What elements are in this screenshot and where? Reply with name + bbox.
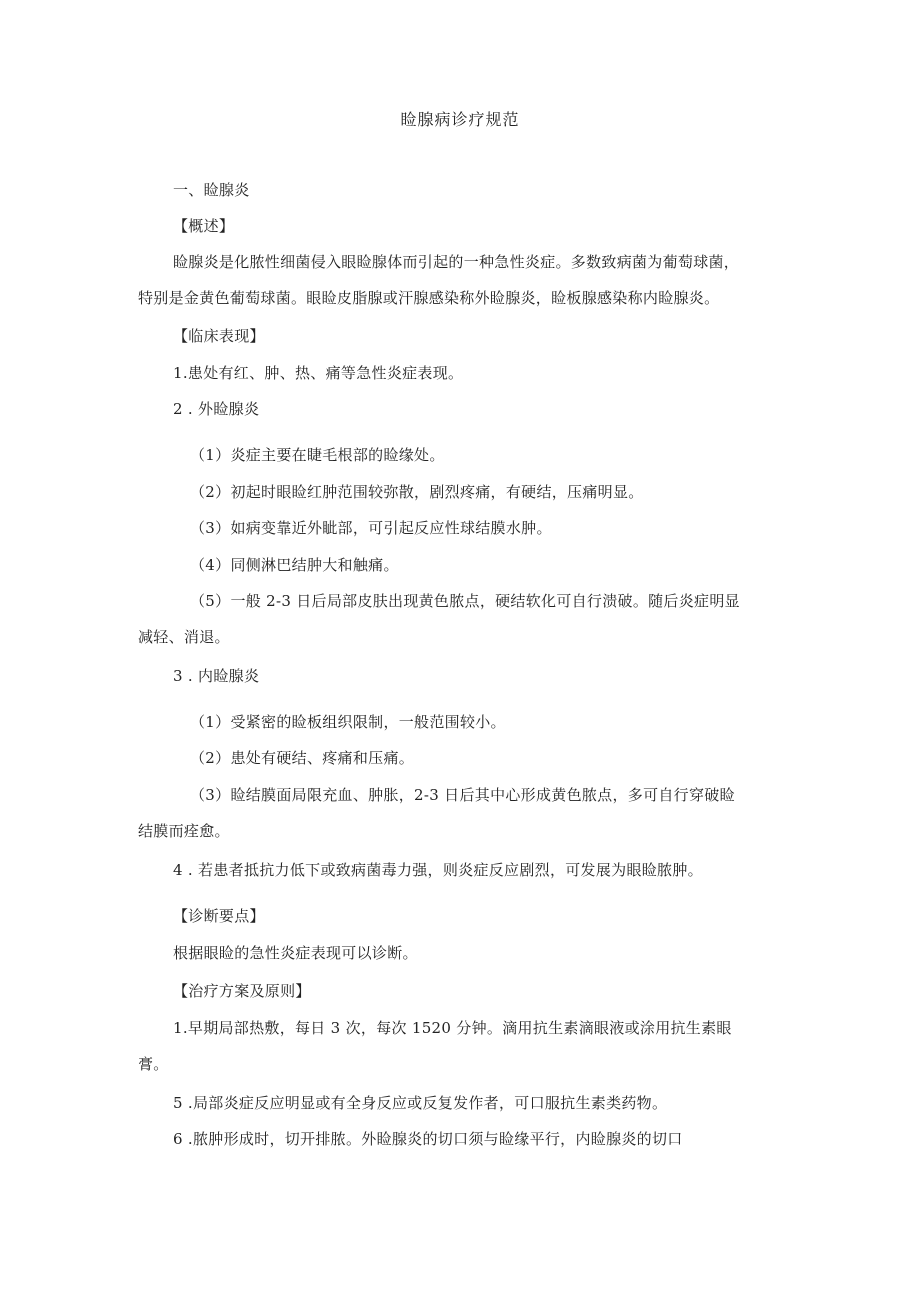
paragraph-line: 根据眼睑的急性炎症表现可以诊断。 bbox=[173, 944, 418, 962]
list-item: 膏。 bbox=[138, 1055, 169, 1073]
list-item: 5 .局部炎症反应明显或有全身反应或反复发作者，可口服抗生素类药物。 bbox=[173, 1094, 668, 1112]
treatment-heading: 【治疗方案及原则】 bbox=[173, 982, 311, 1000]
list-item: 结膜而痊愈。 bbox=[138, 822, 230, 840]
diagnosis-heading: 【诊断要点】 bbox=[173, 907, 265, 925]
list-item: （1）炎症主要在睫毛根部的睑缘处。 bbox=[190, 446, 445, 464]
list-item: 6 .脓肿形成时，切开排脓。外睑腺炎的切口须与睑缘平行，内睑腺炎的切口 bbox=[173, 1130, 683, 1148]
paragraph-line: 睑腺炎是化脓性细菌侵入眼睑腺体而引起的一种急性炎症。多数致病菌为葡萄球菌， bbox=[173, 253, 740, 271]
list-item: 1.早期局部热敷，每日 3 次，每次 1520 分钟。滴用抗生素滴眼液或涂用抗生素眼 bbox=[173, 1019, 732, 1037]
list-item: （5）一般 2-3 日后局部皮肤出现黄色脓点，硬结软化可自行溃破。随后炎症明显 bbox=[190, 592, 740, 610]
list-item: 4 . 若患者抵抗力低下或致病菌毒力强，则炎症反应剧烈，可发展为眼睑脓肿。 bbox=[173, 861, 703, 879]
list-item: （4）同侧淋巴结肿大和触痛。 bbox=[190, 556, 399, 574]
list-item: （1）受紧密的睑板组织限制，一般范围较小。 bbox=[190, 713, 506, 731]
paragraph-line: 特别是金黄色葡萄球菌。眼睑皮脂腺或汗腺感染称外睑腺炎，睑板腺感染称内睑腺炎。 bbox=[138, 289, 720, 307]
list-item: 减轻、消退。 bbox=[138, 628, 230, 646]
list-item: （3）如病变靠近外眦部，可引起反应性球结膜水肿。 bbox=[190, 519, 552, 537]
overview-heading: 【概述】 bbox=[173, 217, 235, 235]
list-item: （2）患处有硬结、疼痛和压痛。 bbox=[190, 749, 415, 767]
clinical-heading: 【临床表现】 bbox=[173, 327, 265, 345]
list-item: （2）初起时眼睑红肿范围较弥散，剧烈疼痛，有硬结，压痛明显。 bbox=[190, 483, 644, 501]
section-heading: 一、睑腺炎 bbox=[173, 181, 250, 199]
subsection-heading: 2 . 外睑腺炎 bbox=[173, 400, 260, 418]
list-item: 1.患处有红、肿、热、痛等急性炎症表现。 bbox=[173, 364, 464, 382]
subsection-heading: 3 . 内睑腺炎 bbox=[173, 667, 260, 685]
list-item: （3）睑结膜面局限充血、肿胀，2-3 日后其中心形成黄色脓点，多可自行穿破睑 bbox=[190, 786, 735, 804]
page-title: 睑腺病诊疗规范 bbox=[400, 110, 520, 129]
